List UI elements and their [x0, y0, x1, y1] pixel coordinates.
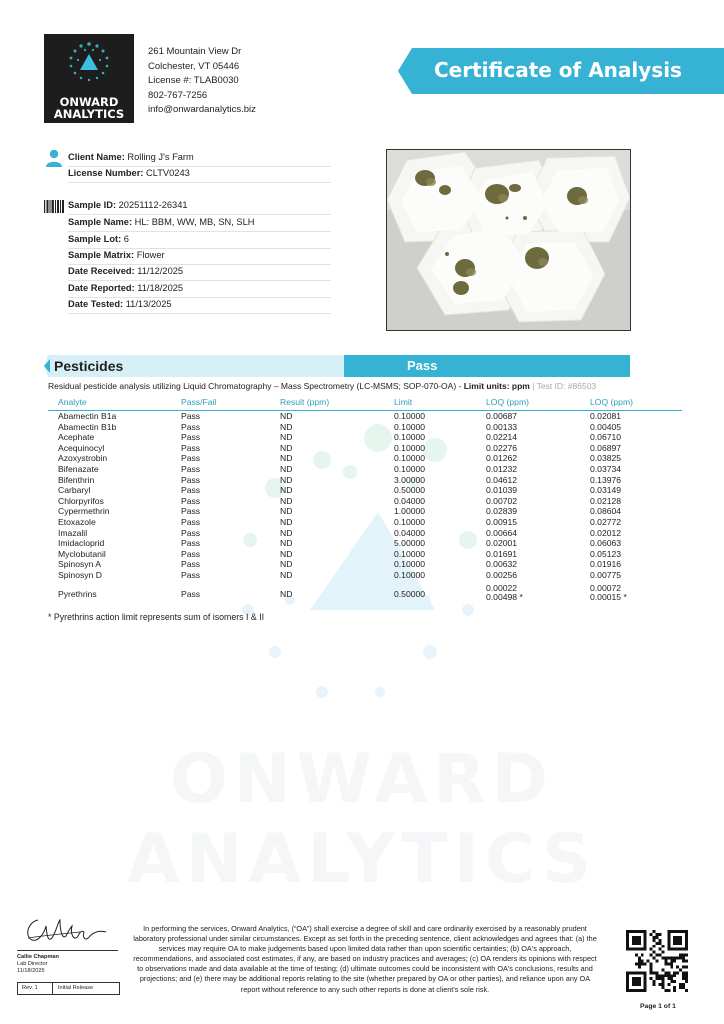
- cell-loq-1: 0.01262: [486, 453, 518, 464]
- sample-photo: [386, 149, 631, 331]
- cell-limit: 0.50000: [394, 485, 426, 496]
- cell-pass-fail: Pass: [181, 453, 201, 464]
- pesticides-bar-shape: [44, 355, 630, 377]
- cell-loq-2: 0.06063: [590, 538, 622, 549]
- col-limit: Limit: [394, 397, 413, 407]
- cell-pass-fail: Pass: [181, 527, 201, 538]
- cell-limit: 0.10000: [394, 548, 426, 559]
- signer-info: [17, 954, 59, 974]
- cell-analyte: Spinosyn A: [58, 559, 101, 570]
- date-reported-label: Date Reported:: [68, 283, 135, 293]
- table-row: [48, 538, 682, 549]
- pyrethrins-analyte: Pyrethrins: [58, 589, 97, 599]
- table-row: [48, 549, 682, 560]
- client-user-icon: [46, 149, 62, 167]
- col-pass-fail: Pass/Fail: [181, 397, 217, 407]
- cell-result: ND: [280, 485, 293, 496]
- cell-limit: 3.00000: [394, 474, 426, 485]
- cell-loq-1: 0.00133: [486, 421, 518, 432]
- client-name-row: [68, 150, 331, 167]
- sample-id-label: Sample ID:: [68, 200, 117, 210]
- lab-address-line2: Colchester, VT 05446: [148, 60, 240, 72]
- cell-result: ND: [280, 421, 293, 432]
- cell-analyte: Bifenazate: [58, 464, 99, 474]
- table-row: [48, 422, 682, 433]
- cell-pass-fail: Pass: [181, 421, 201, 432]
- client-name-value: Rolling J's Farm: [127, 152, 194, 162]
- cell-limit: 5.00000: [394, 538, 426, 549]
- cell-pass-fail: Pass: [181, 442, 201, 453]
- cell-pass-fail: Pass: [181, 432, 201, 443]
- client-license-label: License Number:: [68, 168, 144, 178]
- lab-phone: 802-767-7256: [148, 89, 208, 101]
- date-tested-value: 11/13/2025: [125, 299, 172, 309]
- sample-name-value: HL: BBM, WW, MB, SN, SLH: [134, 217, 255, 227]
- signature-image: [20, 912, 110, 948]
- cell-pass-fail: Pass: [181, 548, 201, 559]
- sample-name-label: Sample Name:: [68, 217, 133, 227]
- cell-result: ND: [280, 570, 293, 580]
- lab-license: License #: TLAB0030: [148, 75, 239, 87]
- cell-result: ND: [280, 495, 293, 506]
- client-license-value: CLTV0243: [146, 168, 190, 178]
- cell-loq-2: 0.06710: [590, 432, 622, 443]
- pyrethrins-loq2-b: 0.00015 *: [590, 592, 627, 602]
- table-row: [48, 506, 682, 517]
- cell-analyte: Spinosyn D: [58, 570, 102, 580]
- cell-analyte: Acephate: [58, 432, 95, 443]
- cell-analyte: Azoxystrobin: [58, 453, 108, 464]
- cell-loq-1: 0.00915: [486, 517, 518, 527]
- pyrethrins-result: ND: [280, 589, 293, 599]
- cell-loq-1: 0.01232: [486, 464, 518, 474]
- cell-result: ND: [280, 506, 293, 517]
- table-row: [48, 453, 682, 464]
- date-reported-value: 11/18/2025: [137, 283, 184, 293]
- table-row: [48, 443, 682, 454]
- col-result: Result (ppm): [280, 397, 330, 407]
- cell-analyte: Cypermethrin: [58, 506, 110, 517]
- barcode-icon: [44, 200, 64, 213]
- cell-loq-1: 0.02001: [486, 538, 518, 549]
- pyrethrins-row: [48, 583, 682, 608]
- cell-loq-1: 0.00702: [486, 495, 518, 506]
- table-row: [48, 485, 682, 496]
- date-reported-row: [68, 281, 331, 298]
- cell-analyte: Abamectin B1b: [58, 421, 117, 432]
- date-received-row: [68, 264, 331, 281]
- pyrethrins-loq1-a: 0.00022: [486, 583, 518, 593]
- cell-result: ND: [280, 411, 293, 421]
- logo-mark-icon: [67, 40, 111, 86]
- cell-loq-1: 0.00632: [486, 559, 518, 570]
- pesticides-title: Pesticides: [54, 358, 124, 374]
- pyrethrins-limit: 0.50000: [394, 589, 426, 599]
- cell-loq-2: 0.02081: [590, 411, 622, 421]
- cell-result: ND: [280, 559, 293, 570]
- cell-pass-fail: Pass: [181, 485, 201, 496]
- cell-loq-1: 0.01039: [486, 485, 518, 496]
- cell-pass-fail: Pass: [181, 570, 201, 580]
- cell-loq-1: 0.01691: [486, 548, 518, 559]
- cell-loq-2: 0.02128: [590, 495, 622, 506]
- client-license-row: [68, 166, 331, 183]
- cell-analyte: Abamectin B1a: [58, 411, 117, 421]
- lab-contact: [148, 45, 256, 118]
- revision-box: [17, 982, 120, 995]
- sample-matrix-value: Flower: [136, 250, 165, 260]
- sample-lot-value: 6: [123, 234, 129, 244]
- table-row: [48, 432, 682, 443]
- date-tested-row: [68, 297, 331, 314]
- date-tested-label: Date Tested:: [68, 299, 124, 309]
- cell-loq-2: 0.02012: [590, 527, 622, 538]
- cell-pass-fail: Pass: [181, 495, 201, 506]
- revision-number: Rev. 1: [22, 985, 38, 991]
- revision-note: Initial Release: [58, 985, 94, 991]
- cell-result: ND: [280, 442, 293, 453]
- cell-loq-2: 0.06897: [590, 442, 622, 453]
- pesticides-status: Pass: [407, 358, 438, 373]
- cell-limit: 0.10000: [394, 570, 426, 580]
- cell-pass-fail: Pass: [181, 464, 201, 474]
- cell-loq-1: 0.02839: [486, 506, 518, 517]
- cell-limit: 0.10000: [394, 442, 426, 453]
- col-analyte: Analyte: [58, 397, 87, 407]
- cell-loq-2: 0.00775: [590, 570, 622, 580]
- cell-limit: 0.10000: [394, 411, 426, 421]
- cell-loq-2: 0.00405: [590, 421, 622, 432]
- cell-analyte: Imazalil: [58, 527, 88, 538]
- date-received-value: 11/12/2025: [137, 266, 184, 276]
- pyrethrins-footnote: * Pyrethrins action limit represents sum of isomers I & II: [48, 612, 265, 622]
- cell-loq-2: 0.08604: [590, 506, 622, 517]
- table-row: [48, 517, 682, 528]
- cell-result: ND: [280, 527, 293, 538]
- logo-text-line1: ONWARD: [59, 95, 119, 109]
- cell-analyte: Bifenthrin: [58, 474, 95, 485]
- logo-text-line2: ANALYTICS: [53, 107, 125, 121]
- cell-analyte: Etoxazole: [58, 517, 96, 527]
- pyrethrins-pass: Pass: [181, 589, 201, 599]
- sample-name-row: [68, 215, 331, 232]
- table-row: [48, 411, 682, 422]
- cell-result: ND: [280, 517, 293, 527]
- signed-date: 11/18/2025: [17, 967, 45, 974]
- table-row: [48, 464, 682, 475]
- lab-address-line1: 261 Mountain View Dr: [148, 46, 242, 57]
- cell-limit: 0.10000: [394, 559, 426, 570]
- cell-pass-fail: Pass: [181, 474, 201, 485]
- cell-loq-2: 0.03825: [590, 453, 622, 464]
- cell-pass-fail: Pass: [181, 517, 201, 527]
- cell-loq-1: 0.04612: [486, 474, 518, 485]
- pyrethrins-loq1-b: 0.00498 *: [486, 592, 523, 602]
- watermark-line2: ANALYTICS: [127, 820, 597, 899]
- cell-loq-1: 0.00687: [486, 411, 518, 421]
- cell-loq-2: 0.01916: [590, 559, 622, 570]
- cell-limit: 0.10000: [394, 464, 426, 474]
- table-row: [48, 559, 682, 570]
- cell-limit: 0.04000: [394, 527, 426, 538]
- page-number: Page 1 of 1: [640, 1003, 676, 1010]
- cell-result: ND: [280, 453, 293, 464]
- lab-email: info@onwardanalytics.biz: [148, 104, 256, 116]
- signer-title: Lab Director: [17, 960, 48, 967]
- cell-loq-1: 0.00256: [486, 570, 518, 580]
- sample-matrix-row: [68, 248, 331, 265]
- pesticides-test-id: | Test ID: #86503: [529, 381, 597, 391]
- cell-result: ND: [280, 474, 293, 485]
- cell-limit: 0.10000: [394, 517, 426, 527]
- table-row: [48, 475, 682, 486]
- table-row: [48, 570, 682, 581]
- cell-limit: 1.00000: [394, 506, 426, 517]
- sample-lot-row: [68, 232, 331, 249]
- cell-loq-2: 0.13976: [590, 474, 622, 485]
- cell-limit: 0.04000: [394, 495, 426, 506]
- sample-matrix-label: Sample Matrix:: [68, 250, 135, 260]
- qr-code[interactable]: [626, 930, 688, 992]
- cell-loq-2: 0.05123: [590, 548, 622, 559]
- document-title: Certificate of Analysis: [434, 58, 682, 82]
- table-row: [48, 528, 682, 539]
- cell-pass-fail: Pass: [181, 538, 201, 549]
- cell-loq-2: 0.02772: [590, 517, 622, 527]
- cell-result: ND: [280, 538, 293, 549]
- cell-loq-2: 0.03149: [590, 485, 622, 496]
- cell-result: ND: [280, 432, 293, 443]
- cell-result: ND: [280, 464, 293, 474]
- disclaimer-text: In performing the services, Onward Analytics, (“OA”) shall exercise a degree of skill and care ordinarily exercised by a reasonably prudent laboratory professional under similar circumstances. Except as set forth in the preceding sentence, client acknowledges and agrees that: (a) the services may require OA to make judgements based upon limited data rather than upon scientific certainties; (b) OA's approach, recommendations, and associated cost estimates, if any, are based on industry practices and averages; (c) OA renders its opinions with respect to observations made and data available at the time of testing; (d) ultimate outcomes could be inconsistent with OA's conclusions, results and projections; and (e) there may be additional reports relating to the site (whether prepared by OA or other parties), and reliance upon any OA report without reference to any such other reports is done at client's sole risk.: [133, 924, 597, 994]
- cell-limit: 0.10000: [394, 432, 426, 443]
- cell-limit: 0.10000: [394, 421, 426, 432]
- cell-pass-fail: Pass: [181, 506, 201, 517]
- date-received-label: Date Received:: [68, 266, 135, 276]
- signer-name: Callie Chapman: [17, 954, 59, 960]
- company-logo: [44, 34, 134, 123]
- cell-pass-fail: Pass: [181, 559, 201, 570]
- pyrethrins-loq2-a: 0.00072: [590, 583, 622, 593]
- pesticides-description: [48, 381, 596, 391]
- pesticides-method: Residual pesticide analysis utilizing Liquid Chromatography – Mass Spectrometry (LC-MSMS; SOP-070-OA) -: [48, 381, 464, 391]
- cell-limit: 0.10000: [394, 453, 426, 464]
- title-banner: [398, 48, 724, 94]
- cell-loq-1: 0.00664: [486, 527, 518, 538]
- sample-id-row: [68, 198, 331, 215]
- watermark-line1: ONWARD: [169, 740, 555, 819]
- col-loq-1: LOQ (ppm): [486, 397, 529, 407]
- cell-loq-1: 0.02276: [486, 442, 518, 453]
- cell-analyte: Acequinocyl: [58, 442, 105, 453]
- pesticides-units: Limit units: ppm: [463, 381, 530, 391]
- pesticides-header-bar: [44, 355, 630, 377]
- cell-analyte: Chlorpyrifos: [58, 495, 104, 506]
- signature-line: [17, 950, 118, 951]
- cell-analyte: Carbaryl: [58, 485, 91, 496]
- cell-loq-1: 0.02214: [486, 432, 518, 443]
- pesticides-table-header: [48, 397, 682, 411]
- cell-pass-fail: Pass: [181, 411, 201, 421]
- sample-id-value: 20251112-26341: [118, 200, 188, 210]
- cell-result: ND: [280, 548, 293, 559]
- cell-loq-2: 0.03734: [590, 464, 622, 474]
- cell-analyte: Imidacloprid: [58, 538, 105, 549]
- sample-photo-image: [387, 150, 630, 330]
- client-name-label: Client Name:: [68, 152, 125, 162]
- cell-analyte: Myclobutanil: [58, 548, 106, 559]
- col-loq-2: LOQ (ppm): [590, 397, 633, 407]
- sample-lot-label: Sample Lot:: [68, 234, 122, 244]
- table-row: [48, 496, 682, 507]
